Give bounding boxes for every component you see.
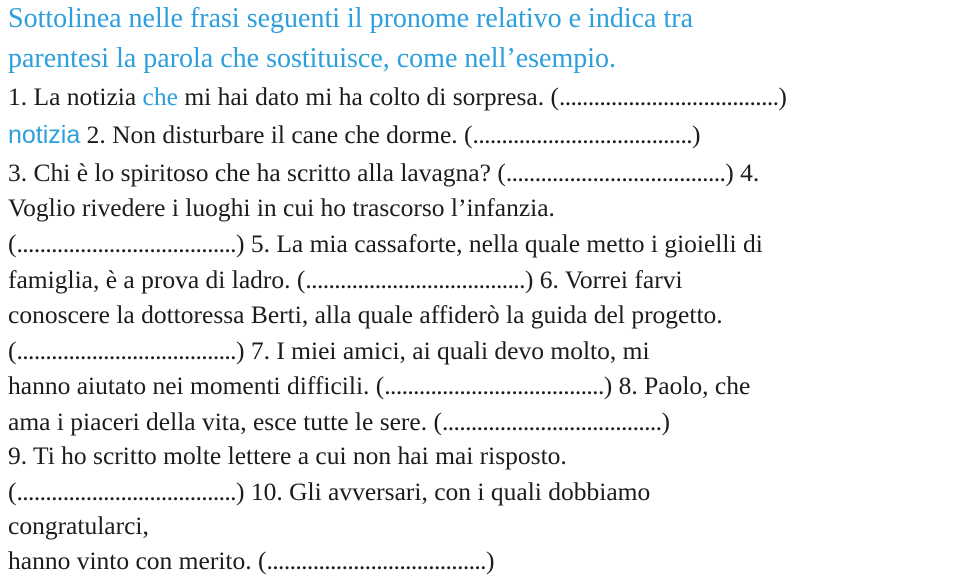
exercise-line-8 xyxy=(8,336,650,366)
sentence-text: ) 10. Gli avversari, con i quali dobbiamo xyxy=(235,477,651,506)
sentence-text: 9. Ti ho scritto molte lettere a cui non hai mai risposto. xyxy=(8,441,567,470)
example-answer: notizia xyxy=(8,121,81,149)
answer-blank: ...................................... xyxy=(266,546,486,575)
sentence-text: ) 8. Paolo, che xyxy=(603,371,751,400)
exercise-line-13 xyxy=(8,511,149,541)
exercise-line-4 xyxy=(8,193,555,223)
answer-blank: ...................................... xyxy=(16,229,236,258)
sentence-text: 3. Chi è lo spiritoso che ha scritto alla lavagna? ( xyxy=(8,158,506,187)
exercise-line-11 xyxy=(8,441,567,471)
exercise-line-9 xyxy=(8,371,750,401)
instruction-line-1: Sottolinea nelle frasi seguenti il pronome relativo e indica tra xyxy=(8,3,694,34)
sentence-text: ) 5. La mia cassaforte, nella quale metto i gioielli di xyxy=(235,229,763,258)
answer-blank: ...................................... xyxy=(384,371,604,400)
sentence-text: famiglia, è a prova di ladro. ( xyxy=(8,265,306,294)
instruction-line-2: parentesi la parola che sostituisce, come nell’esempio. xyxy=(8,43,617,74)
sentence-text: ( xyxy=(8,229,17,258)
sentence-text: ( xyxy=(8,477,17,506)
sentence-text: ) xyxy=(778,82,787,111)
answer-blank: ...................................... xyxy=(472,120,692,149)
exercise-line-6 xyxy=(8,265,683,295)
exercise-line-5 xyxy=(8,229,763,259)
sentence-text: ) xyxy=(692,120,701,149)
exercise-line-3 xyxy=(8,158,759,188)
sentence-text: ) 4. xyxy=(725,158,760,187)
exercise-line-14 xyxy=(8,546,494,576)
exercise-page xyxy=(8,0,952,586)
sentence-text: ) 7. I miei amici, ai quali devo molto, mi xyxy=(235,336,650,365)
sentence-text: congratularci, xyxy=(8,511,149,540)
answer-blank: ...................................... xyxy=(442,407,662,436)
answer-blank: ...................................... xyxy=(558,82,779,111)
answer-blank: ...................................... xyxy=(305,265,525,294)
answer-blank: ...................................... xyxy=(505,158,726,187)
example-pronoun: che xyxy=(142,82,178,111)
sentence-text: hanno vinto con merito. ( xyxy=(8,546,267,575)
exercise-line-7 xyxy=(8,300,723,330)
exercise-line-10 xyxy=(8,407,670,437)
sentence-text: conoscere la dottoressa Berti, alla quale affiderò la guida del progetto. xyxy=(8,300,723,329)
sentence-text: ) 6. Vorrei farvi xyxy=(524,265,683,294)
exercise-line-1 xyxy=(8,82,787,112)
exercise-line-12 xyxy=(8,477,650,507)
sentence-text: mi hai dato mi ha colto di sorpresa. ( xyxy=(177,82,559,111)
answer-blank: ...................................... xyxy=(16,336,236,365)
sentence-text: 1. La notizia xyxy=(8,82,143,111)
sentence-text: 2. Non disturbare il cane che dorme. ( xyxy=(80,120,473,149)
sentence-text: ) xyxy=(661,407,670,436)
exercise-line-2 xyxy=(8,120,701,150)
sentence-text: ama i piaceri della vita, esce tutte le sere. ( xyxy=(8,407,442,436)
sentence-text: ) xyxy=(485,546,495,575)
sentence-text: Voglio rivedere i luoghi in cui ho trascorso l’infanzia. xyxy=(8,193,555,222)
answer-blank: ...................................... xyxy=(16,477,236,506)
sentence-text: hanno aiutato nei momenti difficili. ( xyxy=(8,371,385,400)
sentence-text: ( xyxy=(8,336,17,365)
